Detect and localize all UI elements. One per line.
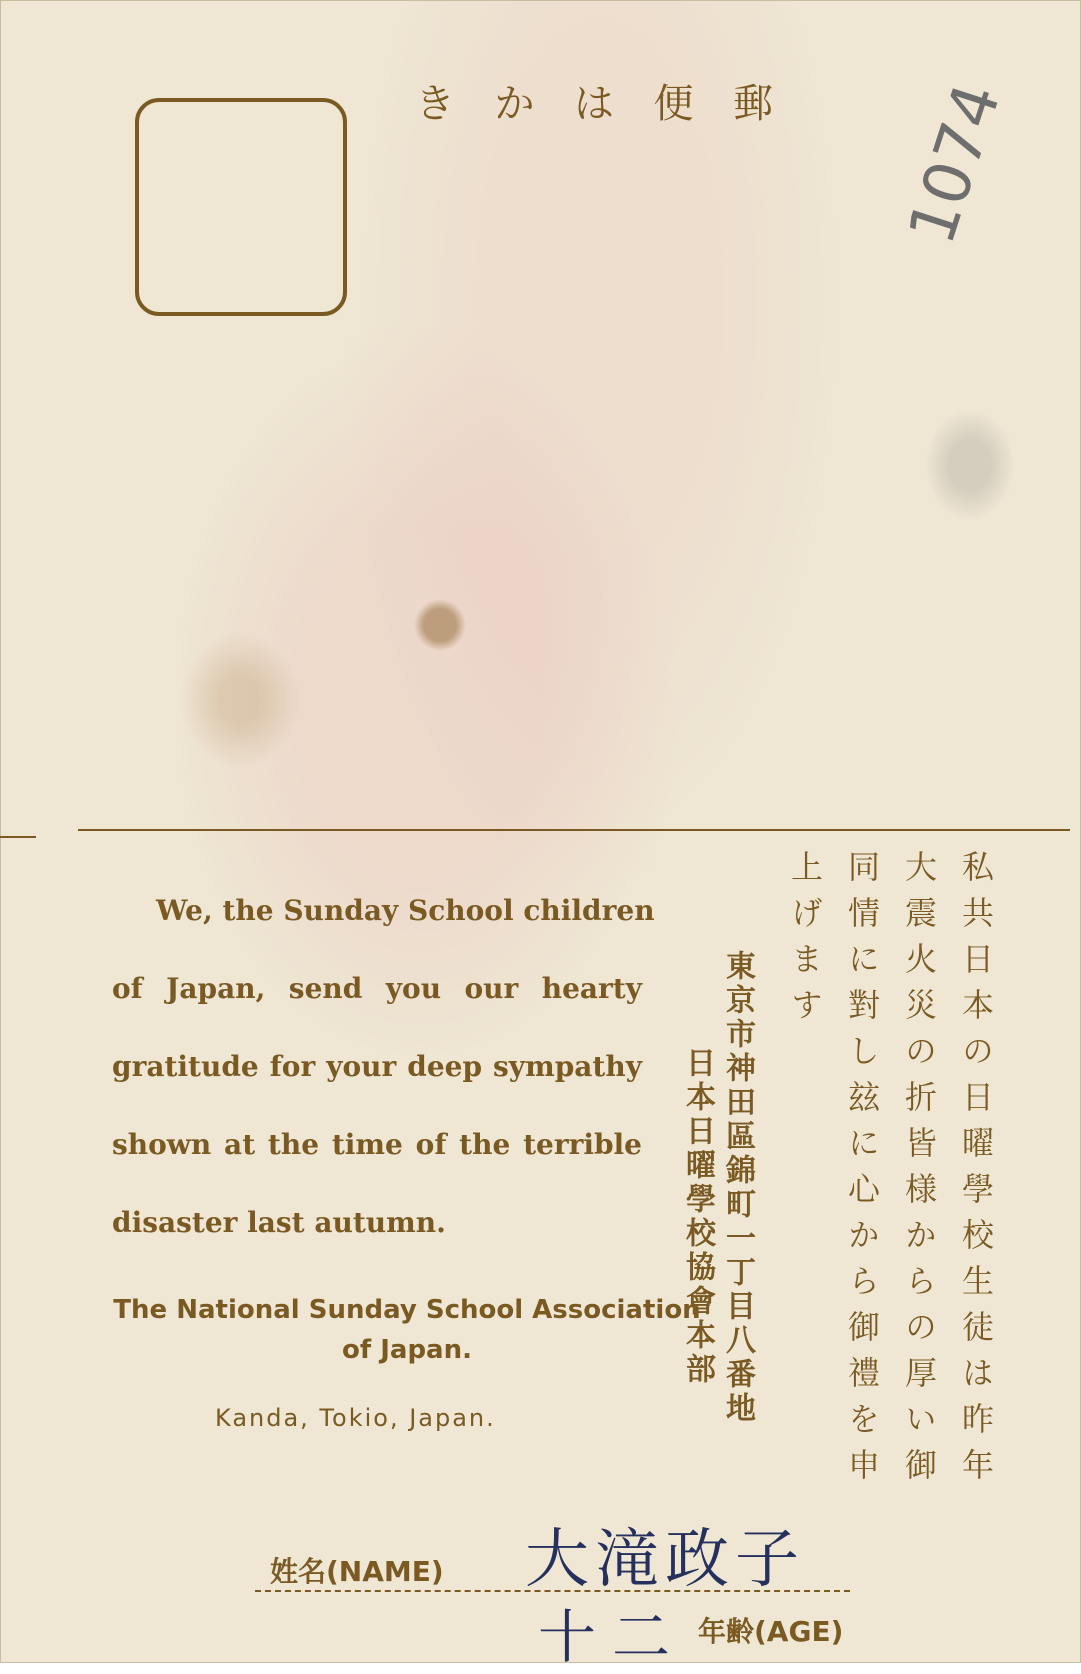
org-line-2: of Japan. <box>342 1335 472 1365</box>
age-field-label: 年齢(AGE) <box>698 1615 844 1648</box>
message-line: disaster last autumn. <box>112 1206 446 1239</box>
divider-line <box>78 829 1070 831</box>
message-line: shown at the time of the terrible <box>112 1128 642 1161</box>
name-field-value: 大滝政子 <box>525 1523 805 1597</box>
japanese-message-column: 同情に對し玆に心から御禮を申 <box>843 850 881 1494</box>
pencil-number-note: 1074 <box>895 75 1016 253</box>
org-line-1: The National Sunday School Association <box>113 1295 701 1325</box>
english-message <box>112 872 655 1262</box>
message-line: We, the Sunday School children <box>156 894 655 927</box>
age-field-value: 十二 <box>538 1603 687 1671</box>
header-char: 便 <box>653 80 696 127</box>
japanese-message-column: 大震火災の折皆様からの厚い御 <box>900 850 938 1494</box>
japanese-address-column: 日本日曜學校協會本部 <box>680 1047 715 1387</box>
message-line: of Japan, send you our hearty <box>112 972 642 1005</box>
organization-name <box>112 1290 702 1370</box>
header-char: き <box>415 80 457 127</box>
header-char: は <box>574 80 616 127</box>
name-field-label: 姓名(NAME) <box>270 1555 444 1588</box>
divider-line-left <box>0 836 36 838</box>
header-char: 郵 <box>733 80 775 127</box>
stamp-placement-box <box>135 98 347 316</box>
postcard-header <box>415 70 775 130</box>
japanese-message-column: 私共日本の日曜學校生徒は昨年 <box>957 850 995 1494</box>
japanese-message-column: 上げます <box>786 850 824 1034</box>
header-char: か <box>494 80 537 127</box>
japanese-address-column: 東京市神田區錦町一丁目八番地 <box>720 950 755 1426</box>
message-line: gratitude for your deep sympathy <box>112 1050 642 1083</box>
english-address: Kanda, Tokio, Japan. <box>215 1404 496 1432</box>
